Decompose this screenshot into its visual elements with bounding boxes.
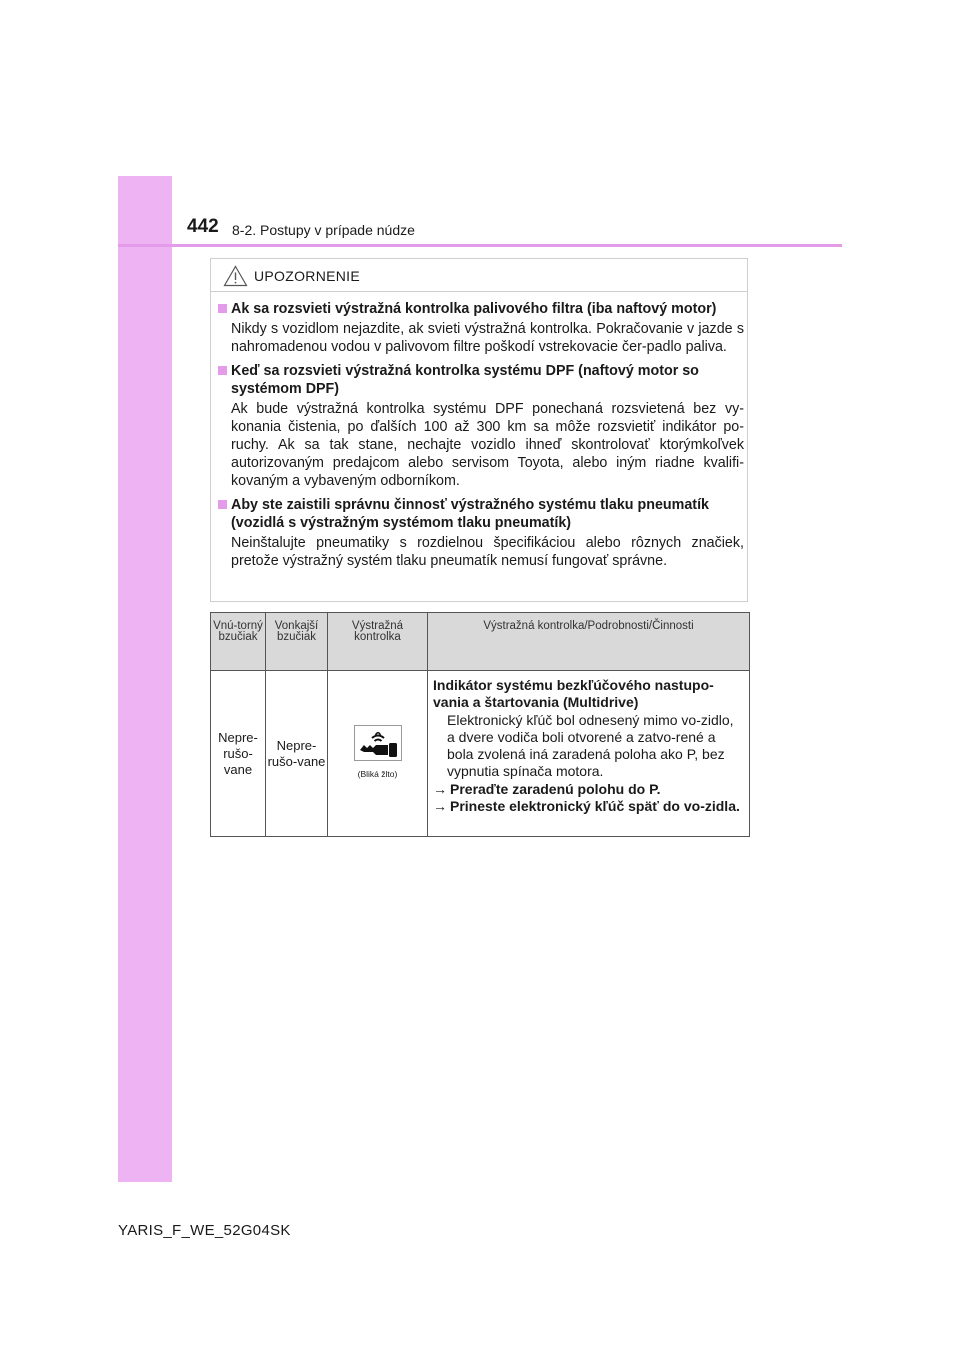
warning-light-caption: (Bliká žlto) xyxy=(357,769,398,779)
warning-label: UPOZORNENIE xyxy=(254,268,360,284)
warning-header xyxy=(223,264,360,288)
warning-box xyxy=(210,258,748,602)
warning-light-table xyxy=(210,612,750,837)
header-internal-buzzer: Vnú-torný bzučiak xyxy=(211,613,266,671)
external-buzzer-cell: Nepre-rušo-vane xyxy=(266,671,328,837)
header-external-buzzer: Vonkajší bzučiak xyxy=(266,613,328,671)
bullet-square-icon xyxy=(218,366,227,375)
action-text: Prineste elektronický kľúč späť do vo-zidla. xyxy=(450,798,740,815)
warning-item-title: Ak sa rozsvieti výstražná kontrolka palivového filtra (iba naftový motor) xyxy=(231,301,717,317)
caution-triangle-icon xyxy=(223,265,248,287)
warning-separator xyxy=(211,291,747,292)
warning-item-text: Nikdy s vozidlom nejazdite, ak svieti výstražná kontrolka. Pokračovanie v jazde s nahromadenou vodou v palivovom filtre poškodí vstrekovacie čer-padlo paliva. xyxy=(231,321,744,355)
action-text: Preraďte zaradenú polohu do P. xyxy=(450,780,661,797)
details-title: Indikátor systému bezkľúčového nastupo-vania a štartovania (Multidrive) xyxy=(433,677,714,711)
arrow-right-icon: → xyxy=(433,780,447,797)
table-row xyxy=(211,671,750,837)
header-warning-light: Výstražná kontrolka xyxy=(328,613,428,671)
details-text: Elektronický kľúč bol odnesený mimo vo-zidlo, a dvere vodiča boli otvorené a zatvo-rené a bola zvolená iná zaradená poloha ako P, bez vypnutia spínača motora. xyxy=(447,711,734,780)
action-item xyxy=(433,781,745,798)
arrow-right-icon: → xyxy=(433,798,447,815)
footer-code: YARIS_F_WE_52G04SK xyxy=(118,1222,291,1239)
section-title: 8-2. Postupy v prípade núdze xyxy=(232,222,415,238)
smart-key-warning-icon xyxy=(354,725,402,761)
bullet-square-icon xyxy=(218,500,227,509)
warning-light-cell xyxy=(328,671,428,837)
page-number: 442 xyxy=(187,216,219,237)
warning-item xyxy=(217,362,744,490)
chapter-sidebar-tab xyxy=(118,176,172,1182)
header-details: Výstražná kontrolka/Podrobnosti/Činnosti xyxy=(428,613,750,671)
table-header-row xyxy=(211,613,750,671)
internal-buzzer-cell: Nepre-rušo-vane xyxy=(211,671,266,837)
warning-item xyxy=(217,496,744,570)
warning-item-title: Aby ste zaistili správnu činnosť výstražného systému tlaku pneumatík (vozidlá s výstražným systémom tlaku pneumatík) xyxy=(231,497,709,531)
details-cell xyxy=(428,671,750,837)
action-item xyxy=(433,798,745,815)
warning-item-title: Keď sa rozsvieti výstražná kontrolka systému DPF (naftový motor so systémom DPF) xyxy=(231,363,699,397)
warning-item xyxy=(217,300,744,356)
warning-body xyxy=(217,300,744,576)
warning-item-text: Neinštalujte pneumatiky s rozdielnou špecifikáciou alebo rôznych značiek, pretože výstražný systém tlaku pneumatík nemusí fungovať správne. xyxy=(231,535,744,569)
bullet-square-icon xyxy=(218,304,227,313)
header-rule xyxy=(118,244,842,247)
warning-item-text: Ak bude výstražná kontrolka systému DPF ponechaná rozsvietená bez vy-konania čistenia, po ďalších 100 až 300 km sa môže rozsvietiť indikátor po-ruchy. Ak sa tak stane, nechajte vozidlo ihneď skontrolovať ktorýmkoľvek autorizovaným predajcom alebo servisom Toyota, alebo iným riadne kvalifi-kovaným a vybaveným odborníkom. xyxy=(231,401,744,489)
